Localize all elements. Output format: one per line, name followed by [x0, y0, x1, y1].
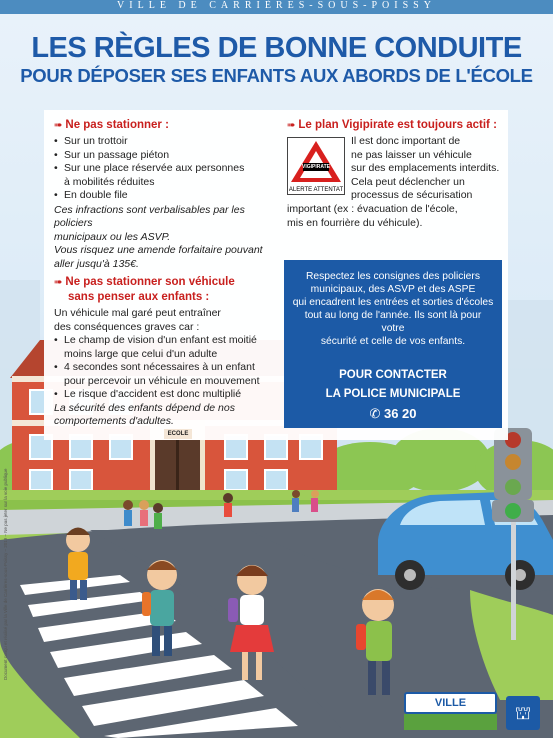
vigipirate-line: important (ex : évacuation de l'école,: [287, 203, 458, 215]
consequences-list: [54, 334, 284, 348]
section-heading: ➠ Ne pas stationner son véhicule: [54, 276, 235, 288]
vigipirate-line: processus de sécurisation: [351, 189, 473, 201]
fine-note: Ces infractions sont verbalisables par les policiers: [54, 203, 245, 229]
section-think-of-children: [54, 275, 284, 429]
section-heading: sans penser aux enfants :: [68, 291, 210, 303]
police-contact-box: [284, 260, 502, 428]
vigipirate-text-wide: [287, 203, 505, 230]
no-parking-list-end: [54, 189, 279, 203]
fine-note: aller jusqu'à 135€.: [54, 257, 139, 270]
phone-icon: ✆: [369, 406, 381, 421]
no-parking-list: [54, 135, 279, 176]
message-line: municipaux, des ASVP et des ASPE: [310, 284, 476, 295]
page-subtitle: POUR DÉPOSER SES ENFANTS AUX ABORDS DE L'ÉCOLE: [20, 65, 533, 86]
list-item: • Sur un trottoir: [54, 135, 279, 149]
vigipirate-line: Cela peut déclencher un: [351, 175, 465, 188]
vigipirate-line: mis en fourrière du véhicule).: [287, 216, 423, 229]
badge-label: ALERTE ATTENTAT: [288, 187, 344, 193]
side-credit: Document conçu et réalisé par la Ville de Carrières-sous-Poissy – 2019 – Ne pas jeter sur la voie publique: [3, 468, 8, 680]
list-item-continued: pour percevoir un véhicule en mouvement: [64, 374, 260, 387]
ville-prudente-stars: [404, 714, 497, 730]
list-item: • Le champ de vision d'un enfant est moitié: [54, 334, 284, 348]
section-vigipirate-heading: [287, 118, 502, 133]
list-item: • Le risque d'accident est donc multiplié: [54, 388, 284, 402]
ville-prudente-badge: VILLE: [404, 692, 497, 714]
list-item: • Sur une place réservée aux personnes: [54, 162, 279, 176]
section-heading: ➠ Ne pas stationner :: [54, 119, 169, 131]
arrow-right-icon: ➠: [54, 120, 63, 131]
message-line: qui encadrent les entrées et sorties d'écoles: [292, 297, 494, 308]
police-message: [284, 260, 502, 348]
section-no-parking: [54, 118, 279, 271]
consequences-list: [54, 388, 284, 402]
list-item-continued: à mobilités réduites: [64, 175, 155, 188]
warning-triangle-icon: [288, 138, 344, 186]
fine-note: Vous risquez une amende forfaitaire pouvant: [54, 244, 263, 256]
city-crest-icon: ⛫: [506, 696, 540, 730]
closing-text: comportements d'adultes.: [54, 415, 174, 427]
message-line: tout au long de l'année. Ils sont là pour votre: [304, 310, 482, 334]
arrow-right-icon: ➠: [54, 277, 63, 288]
arrow-right-icon: ➠: [287, 120, 296, 131]
contact-line: LA POLICE MUNICIPALE: [325, 388, 461, 400]
vigipirate-line: Il est donc important de: [351, 135, 461, 147]
vigipirate-line: sur des emplacements interdits.: [351, 162, 500, 174]
message-line: sécurité et celle de vos enfants.: [320, 336, 466, 347]
contact-heading: [284, 366, 502, 404]
message-line: Respectez les consignes des policiers: [306, 271, 480, 282]
list-item: • 4 secondes sont nécessaires à un enfant: [54, 361, 284, 375]
vigipirate-badge: [287, 137, 345, 195]
city-name: VILLE DE CARRIÈRES-SOUS-POISSY: [0, 0, 553, 14]
badge-title: VIGIPIRATE: [302, 164, 330, 170]
consequences-list: [54, 361, 284, 375]
vigipirate-text: [351, 135, 506, 203]
vigipirate-line: ne pas laisser un véhicule: [351, 148, 472, 161]
section-heading: ➠ Le plan Vigipirate est toujours actif :: [287, 119, 497, 131]
fine-note: municipaux ou les ASVP.: [54, 230, 171, 243]
contact-line: POUR CONTACTER: [339, 369, 447, 381]
intro-text: Un véhicule mal garé peut entraîner: [54, 307, 221, 319]
closing-text: La sécurité des enfants dépend de nos: [54, 401, 235, 414]
list-item: • En double file: [54, 189, 279, 203]
page-title: LES RÈGLES DE BONNE CONDUITE: [31, 32, 522, 64]
phone-number[interactable]: ✆ 36 20: [369, 406, 417, 421]
intro-text: des conséquences graves car :: [54, 320, 200, 333]
list-item-continued: moins large que celui d'un adulte: [64, 347, 218, 360]
school-sign: ECOLE: [164, 429, 192, 439]
list-item: • Sur un passage piéton: [54, 149, 279, 163]
